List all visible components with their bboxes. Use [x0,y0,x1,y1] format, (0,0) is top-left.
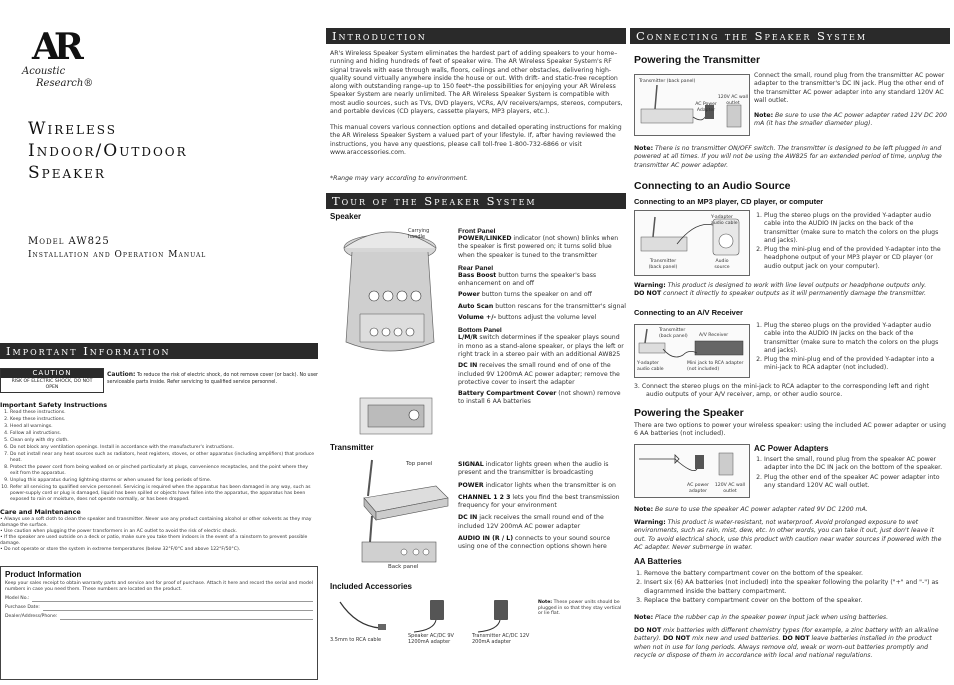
tx-dc-in-text: DC IN jack receives the small round end of the included 12V 200mA AC power adapter [458,514,604,530]
power-tx-text: Connect the small, round plug from the transmitter AC power adapter to the transmitter's DC IN jack. Plug the other end of the transmitter AC power adapter into any standard 120V AC wall outlet. [754,72,945,104]
intro-banner: Introduction [326,28,626,44]
dc-in-text: DC IN receives the small round end of one of the included 9V 1200mA AC power adapter; remove the protective cover to insert the adapter [458,362,620,386]
tx-power-text: POWER indicator lights when the transmitter is on [458,481,616,489]
power-speaker-text: There are two options to power your wireless speaker: using the included AC power adapter or using 6 AA batteries (not included). [634,422,946,438]
safety-item: 7. Do not install near any heat sources such as radiators, heat registers, stoves, or other apparatus (including amplifiers) that produce heat. [10,452,318,464]
carrying-handle-label: Carrying handle [408,228,430,240]
speaker-heading: Speaker [330,212,362,221]
audio-in-text: AUDIO IN (R / L) connects to your sound source using one of the connection options shown here [458,535,611,551]
product-info-box [0,566,318,680]
volume-text: Volume +/- buttons adjust the volume level [458,314,597,322]
bass-boost-text: Bass Boost button turns the speaker's bass enhancement on and off [458,271,597,288]
transmitter-descriptions [458,461,626,552]
accessories-note: Note: These power units should be plugged in so that they stay vertical or lie flat. [538,600,622,616]
av-step: 1. Plug the stereo plugs on the provided Y-adapter audio cable into the AUDIO IN jacks on the back of the transmitter (make sure to match the colors on the plugs and jacks). [764,322,948,355]
mp3-step: 1. Plug the stereo plugs on the provided Y-adapter audio cable into the AUDIO IN jacks on the back of the transmitter (make sure to match the colors on the plugs and jacks). [764,212,948,245]
caution-text [107,371,318,386]
safety-title: Important Safety Instructions [0,401,108,409]
model-number: Model AW825 [28,236,110,247]
care-item: • Always use a soft cloth to clean the speaker and transmitter. Never use any product containing alcohol or other solvents as they may damage the surface. [0,517,312,528]
intro-paragraph-2: This manual covers various connection options and detailed operating instructions for making the AR Wireless Speaker System a valued part of your lifestyle. If, after having reviewed the instructions, you have any questions, please call toll-free 1-800-732-6866 or visit www.araccessories.com. [330,124,622,156]
purchase-date-field[interactable]: Purchase Date: [5,605,313,611]
diagram-label-rca: Mini jack to RCA adapter (not included) [687,361,744,372]
diagram-label-ac-power: AC Power Adapter [695,102,717,113]
aa-step: 1. Remove the battery compartment cover on the bottom of the speaker. [644,570,948,578]
speaker-adapter-label: Speaker AC/DC 9V 1200mA adapter [408,633,454,645]
diagram-label-transmitter: Transmitter (back panel) [648,259,678,270]
front-panel-title: Front Panel [458,228,496,235]
power-button-text: Power button turns the speaker on and off [458,291,592,299]
power-speaker-heading: Powering the Speaker [634,407,744,419]
power-tx-note: Note: Be sure to use the AC power adapter rated 12V DC 200 mA (it has the smaller diameter plug). [754,112,947,128]
title-line2: Indoor/Outdoor [28,141,188,161]
model-no-field[interactable]: Model No.: [5,596,313,602]
battery-cover-text: Battery Compartment Cover (not shown) remove to install 6 AA batteries [458,390,621,406]
aa-batteries-heading: AA Batteries [634,557,682,566]
care-item: • Use caution when plugging the power transformers in an AC outlet to avoid the risk of electric shock. [0,529,238,534]
title-line3: Speaker [28,163,106,183]
safety-item: 3. Heed all warnings. [10,424,318,430]
bottom-panel-title: Bottom Panel [458,327,502,335]
aa-note: Note: Place the rubber cap in the speaker power input jack when using batteries. [634,614,889,621]
connect-banner: Connecting the Speaker System [630,28,950,44]
transmitter-illustration [356,456,456,574]
speaker-descriptions [458,228,626,407]
auto-scan-text: Auto Scan button rescans for the transmitter's signal [458,302,626,310]
safety-item: 9. Unplug this apparatus during lightning storms or when unused for long periods of time. [10,478,318,484]
av-step-3: 3. Connect the stereo plugs on the mini-jack to RCA adapter to the corresponding left and right audio outputs of your A/V receiver, amp, or other audio source. [634,383,929,399]
caution-label: Caution: [107,371,136,378]
intro-paragraph-1: AR's Wireless Speaker System eliminates the hardest part of adding speakers to your home–running and hiding hundreds of feet of speaker wire. The AR Wireless Speaker System's RF signal travels with ease through walls, floors, ceilings and other obstacles, delivering high-quality sound virtually anywhere inside the house or out. With drift- and static-free reception along with outstanding range–up to 150 feet*–the possibilities for enjoying your AR Wireless Speaker System are nearly unlimited. The AR Wireless Speaker System is compatible with most audio sources, such as TVs, DVD players, VCRs, A/V receivers/amps, stereos, computers, and portable devices (CD players, cassette players, MP3 players, etc.). [330,50,623,116]
safety-item: 8. Protect the power cord from being walked on or pinched particularly at plugs, convenience receptacles, and the point where they exit from the apparatus. [10,465,318,477]
page-title [28,118,188,184]
mp3-heading: Connecting to an MP3 player, CD player, or computer [634,197,824,206]
lmr-switch-text: L/M/R switch determines if the speaker plays sound in mono as a stand-alone speaker, or plays the left or right track in a stereo pair with an additional AW825 [458,334,624,358]
aa-step: 2. Insert six (6) AA batteries (not included) into the speaker following the polarity ("+" and "-") as diagrammed inside the battery compartment. [644,579,948,596]
important-banner: Important Information [0,343,318,359]
battery-disposal-text: DO NOT mix batteries with different chemistry types (for example, a zinc battery with an alkaline battery). DO NOT mix new and used batteries. DO NOT leave batteries installed in the product when not in use for long periods. Always remove old, weak or worn-out batteries promptly and recycle or dispose of them in accordance with local and national regulations. [634,627,939,659]
diagram-label-ac-adapter: AC power adapter [687,483,709,494]
rear-panel-title: Rear Panel [458,264,494,272]
tour-banner: Tour of the Speaker System [326,193,626,209]
care-title: Care and Maintenance [0,508,81,516]
power-tx-diagram [634,74,750,136]
mp3-warning: Warning: This product is designed to work with line level outputs or headphone outputs only. DO NOT connect it directly to speaker outputs as it will permanently damage the transmitter. [634,282,927,298]
caution-tag [0,368,104,393]
diagram-label-y-cable: Y-adapter audio cable [637,361,664,372]
safety-section [0,401,318,504]
aa-step: 3. Replace the battery compartment cover on the bottom of the speaker. [644,597,948,605]
tx-onoff-note: Note: There is no transmitter ON/OFF switch. The transmitter is designed to be left plugged in and powered at all times. If you will not be using the AW825 for an extended period of time, unplug the transmitter AC power adapter. [634,145,942,169]
audio-source-heading: Connecting to an Audio Source [634,180,791,192]
power-tx-heading: Powering the Transmitter [634,54,761,66]
caution-tag-sub: RISK OF ELECTRIC SHOCK, DO NOT OPEN [11,379,93,390]
logo-letters: AR [32,26,78,68]
safety-item: 1. Read these instructions. [10,410,318,416]
safety-item: 4. Follow all instructions. [10,431,318,437]
av-heading: Connecting to an A/V Receiver [634,308,743,317]
av-diagram [634,324,750,378]
title-line1: Wireless [28,119,117,139]
product-info-text: Keep your sales receipt to obtain warranty parts and service and for proof of purchase. Attach it here and record the serial and model numbers in case you need them. These numbers are located on the product. [5,581,313,592]
diagram-label-120v-b: 120V AC wall outlet [714,483,746,494]
diagram-label-av-tx: Transmitter (back panel) [659,328,688,339]
safety-item: 5. Clean only with dry cloth. [10,438,318,444]
care-item: • Do not operate or store the system in extreme temperatures (below 32°F/0°C and above 122°F/50°C). [0,547,241,552]
diagram-label-yadapter: Y-adapter audio cable [711,215,738,226]
av-step: 2. Plug the mini-plug end of the provided Y-adapter into a mini-jack to RCA adapter (not included). [764,356,948,373]
water-warning: Warning: This product is water-resistant, not waterproof. Avoid prolonged exposure to wet environments, such as rain, mist, dew, etc. In other words, you can take it out, just don't leave it out. To avoid electrical shock, use this product with caution near water sources if powered with the AC adapter. Never submerge in water. [634,519,942,551]
mp3-diagram [634,210,750,276]
safety-item: 10. Refer all servicing to qualified service personnel. Servicing is required when the apparatus has been damaged in any way, such as power-supply cord or plug is damaged, liquid has been spilled or objects have fallen into the apparatus, the apparatus has been exposed to rain or moisture, does not operate normally, or has been dropped. [10,485,318,503]
care-section [0,508,318,553]
mp3-step: 2. Plug the mini-plug end of the provided Y-adapter into the headphone output of your MP3 player or CD player (or audio output jack on your computer). [764,246,948,271]
intro-footnote: *Range may vary according to environment. [330,175,468,182]
caution-tag-label: CAUTION [1,369,103,378]
logo-name-line1: Acoustic [22,66,66,77]
ac-step: 1. Insert the small, round plug from the speaker AC power adapter into the DC IN jack on the bottom of the speaker. [764,456,948,473]
safety-list [0,410,318,503]
ac-step: 2. Plug the other end of the speaker AC power adapter into any standard 120V AC wall outlet. [764,474,948,491]
speaker-illustration [330,222,458,440]
cable-label: 3.5mm to RCA cable [330,637,382,643]
ac-adapters-heading: AC Power Adapters [754,444,829,453]
signal-text: SIGNAL indicator lights green when the audio is present and the transmitter is broadcasting [458,461,609,477]
top-panel-label: Top panel [406,461,433,467]
dealer-field[interactable]: Dealer/Address/Phone: [5,614,313,620]
front-panel-text: POWER/LINKED indicator (not shown) blinks when the speaker is first powered on; it turns solid blue when the speaker is tuned to the transmitter [458,235,619,259]
channel-text: CHANNEL 1 2 3 lets you find the best transmission frequency for your environment [458,493,620,510]
accessories-illustration [330,596,530,636]
diagram-label-av-receiver: A/V Receiver [699,333,729,338]
diagram-label-120v: 120V AC wall outlet [717,95,749,106]
care-item: • If the speaker are used outside on a deck or patio, make sure you take them indoors in the event of a rainstorm to prevent possible damage. [0,535,308,546]
accessories-heading: Included Accessories [330,582,412,591]
safety-item: 2. Keep these instructions. [10,417,318,423]
ac-diagram [634,444,750,498]
aa-steps [634,570,948,606]
av-steps [754,322,948,374]
safety-item: 6. Do not block any ventilation openings. Install in accordance with the manufacturer's instructions. [10,445,318,451]
diagram-label-tx-back: Transmitter (back panel) [639,79,696,84]
product-info-title: Product Information [5,570,82,579]
brand-logo [14,22,104,102]
mp3-steps [754,212,948,272]
back-panel-label: Back panel [388,564,419,570]
diagram-label-audio-source: Audio source [714,259,730,270]
ac-steps [754,456,948,491]
care-list [0,517,318,553]
speaker-adapter-note: Note: Be sure to use the speaker AC power adapter rated 9V DC 1200 mA. [634,506,868,513]
caution-body: To reduce the risk of electric shock, do not remove cover (or back). No user serviceable parts inside. Refer servicing to qualified service personnel. [107,373,318,385]
logo-name-line2: Research® [36,78,94,89]
transmitter-adapter-label: Transmitter AC/DC 12V 200mA adapter [472,633,530,645]
manual-title: Installation and Operation Manual [28,250,207,260]
transmitter-heading: Transmitter [330,443,374,452]
